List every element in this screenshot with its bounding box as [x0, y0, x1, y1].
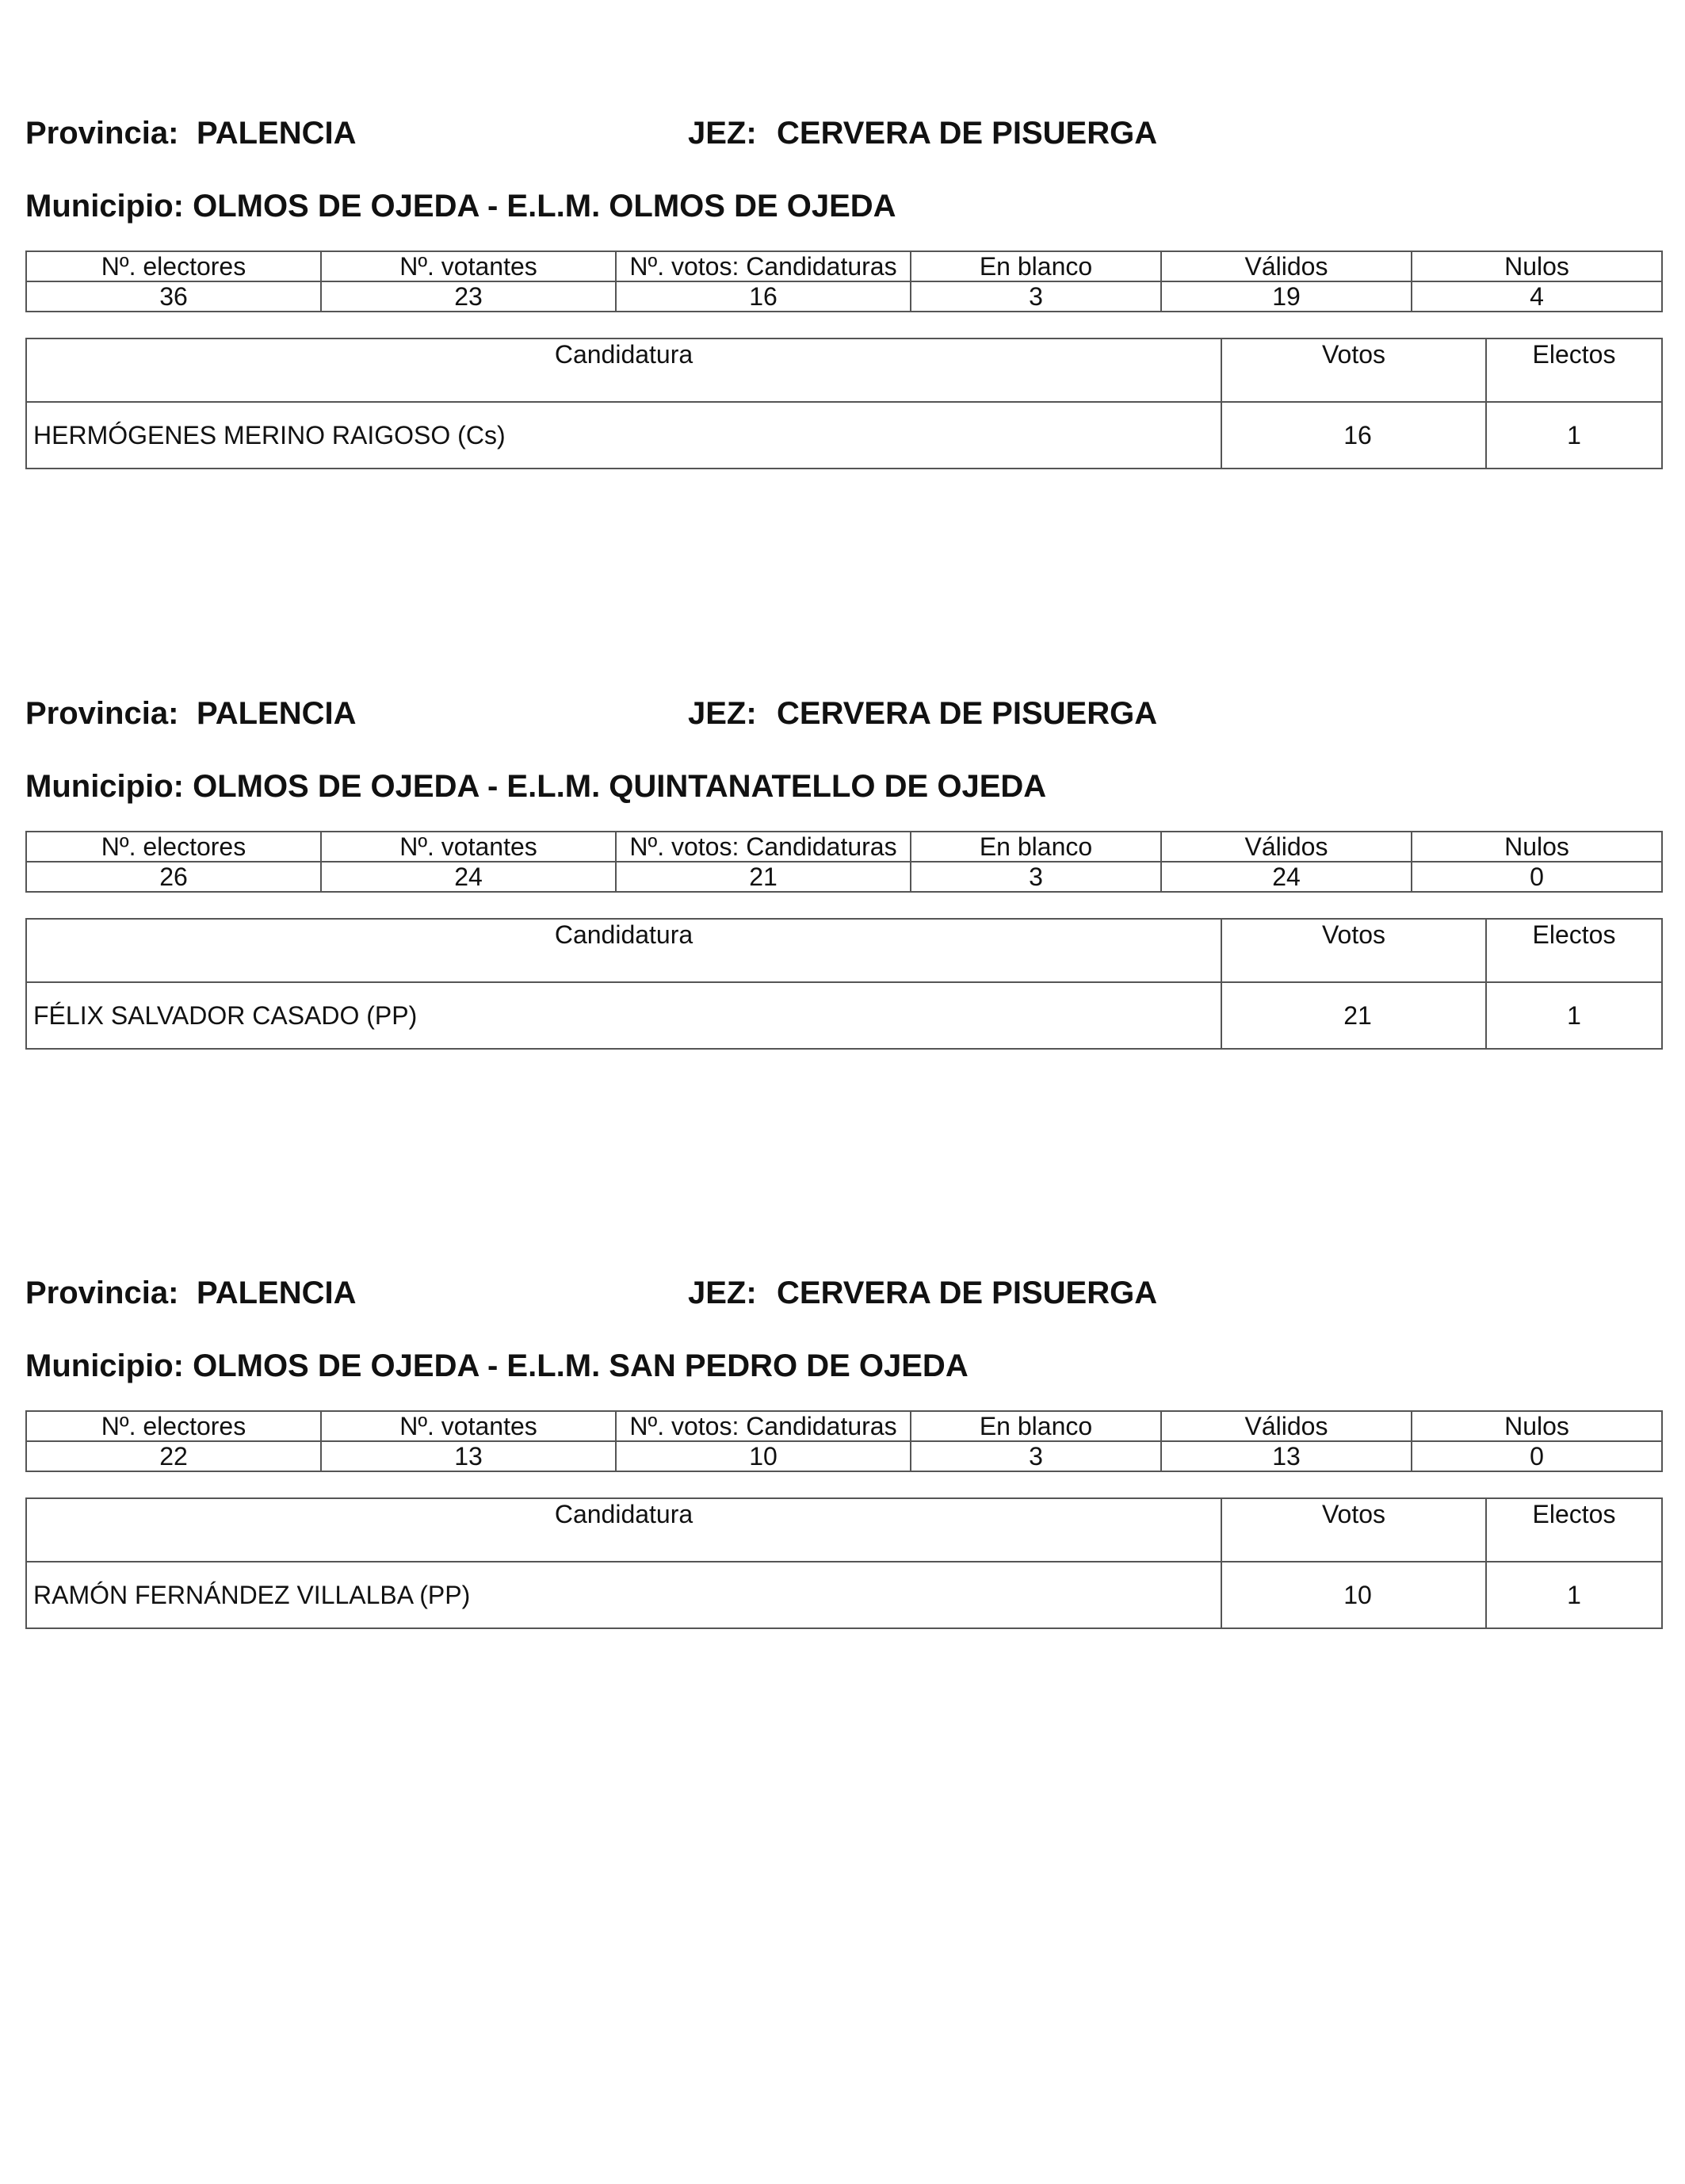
jez-label: JEZ: [688, 696, 757, 731]
candidates-table [25, 1497, 1663, 1629]
header-votos: Votos [1221, 1498, 1486, 1562]
value-votos-candidaturas: 10 [616, 1441, 911, 1471]
value-votantes: 23 [321, 281, 616, 312]
header-candidatura: Candidatura [26, 1498, 1221, 1562]
value-electores: 26 [26, 862, 321, 892]
header-electores: Nº. electores [26, 1411, 321, 1441]
candidate-name: RAMÓN FERNÁNDEZ VILLALBA (PP) [26, 1562, 1221, 1628]
provincia-value: PALENCIA [197, 116, 357, 151]
value-en-blanco: 3 [911, 281, 1161, 312]
provincia-value: PALENCIA [197, 1276, 357, 1310]
result-section-olmos [25, 114, 1661, 511]
header-electores: Nº. electores [26, 832, 321, 862]
value-validos: 13 [1161, 1441, 1412, 1471]
municipio-title: Municipio: OLMOS DE OJEDA - E.L.M. SAN PEDRO DE OJEDA [25, 1348, 969, 1383]
header-validos: Válidos [1161, 1411, 1412, 1441]
header-validos: Válidos [1161, 832, 1412, 862]
header-votos: Votos [1221, 919, 1486, 982]
result-section-quintanatello [25, 694, 1661, 1091]
candidate-electos: 1 [1486, 982, 1662, 1049]
candidates-table [25, 918, 1663, 1050]
value-electores: 22 [26, 1441, 321, 1471]
stats-value-row [26, 281, 1662, 312]
value-nulos: 0 [1412, 1441, 1662, 1471]
header-electos: Electos [1486, 1498, 1662, 1562]
value-votantes: 24 [321, 862, 616, 892]
candidates-header-row [26, 919, 1662, 982]
stats-table [25, 251, 1663, 312]
header-nulos: Nulos [1412, 832, 1662, 862]
stats-table [25, 1410, 1663, 1472]
stats-table [25, 831, 1663, 893]
header-en-blanco: En blanco [911, 251, 1161, 281]
municipio-title: Municipio: OLMOS DE OJEDA - E.L.M. OLMOS DE OJEDA [25, 189, 896, 224]
header-votos: Votos [1221, 339, 1486, 402]
provincia-value: PALENCIA [197, 696, 357, 731]
header-en-blanco: En blanco [911, 832, 1161, 862]
value-validos: 24 [1161, 862, 1412, 892]
header-votantes: Nº. votantes [321, 832, 616, 862]
header-votos-candidaturas: Nº. votos: Candidaturas [616, 832, 911, 862]
provincia-label: Provincia: [25, 696, 179, 731]
value-validos: 19 [1161, 281, 1412, 312]
header-candidatura: Candidatura [26, 339, 1221, 402]
jez-value: CERVERA DE PISUERGA [777, 1276, 1158, 1310]
candidate-votos: 10 [1221, 1562, 1486, 1628]
candidate-row [26, 402, 1662, 469]
value-votantes: 13 [321, 1441, 616, 1471]
candidates-header-row [26, 1498, 1662, 1562]
value-votos-candidaturas: 16 [616, 281, 911, 312]
value-en-blanco: 3 [911, 1441, 1161, 1471]
candidate-votos: 16 [1221, 402, 1486, 469]
header-votantes: Nº. votantes [321, 251, 616, 281]
stats-value-row [26, 862, 1662, 892]
jez-value: CERVERA DE PISUERGA [777, 116, 1158, 151]
jez-value: CERVERA DE PISUERGA [777, 696, 1158, 731]
value-nulos: 4 [1412, 281, 1662, 312]
header-votos-candidaturas: Nº. votos: Candidaturas [616, 251, 911, 281]
stats-value-row [26, 1441, 1662, 1471]
header-en-blanco: En blanco [911, 1411, 1161, 1441]
candidate-name: FÉLIX SALVADOR CASADO (PP) [26, 982, 1221, 1049]
candidate-row [26, 1562, 1662, 1628]
header-electores: Nº. electores [26, 251, 321, 281]
header-electos: Electos [1486, 919, 1662, 982]
header-validos: Válidos [1161, 251, 1412, 281]
stats-header-row [26, 832, 1662, 862]
header-nulos: Nulos [1412, 1411, 1662, 1441]
provincia-label: Provincia: [25, 1276, 179, 1310]
header-votos-candidaturas: Nº. votos: Candidaturas [616, 1411, 911, 1441]
candidate-electos: 1 [1486, 1562, 1662, 1628]
municipio-title: Municipio: OLMOS DE OJEDA - E.L.M. QUINTANATELLO DE OJEDA [25, 769, 1047, 804]
stats-header-row [26, 251, 1662, 281]
value-en-blanco: 3 [911, 862, 1161, 892]
candidate-electos: 1 [1486, 402, 1662, 469]
header-electos: Electos [1486, 339, 1662, 402]
candidate-row [26, 982, 1662, 1049]
header-votantes: Nº. votantes [321, 1411, 616, 1441]
value-electores: 36 [26, 281, 321, 312]
value-votos-candidaturas: 21 [616, 862, 911, 892]
candidates-header-row [26, 339, 1662, 402]
result-section-san-pedro [25, 1274, 1661, 1670]
jez-label: JEZ: [688, 1276, 757, 1310]
candidate-name: HERMÓGENES MERINO RAIGOSO (Cs) [26, 402, 1221, 469]
value-nulos: 0 [1412, 862, 1662, 892]
candidate-votos: 21 [1221, 982, 1486, 1049]
header-candidatura: Candidatura [26, 919, 1221, 982]
provincia-label: Provincia: [25, 116, 179, 151]
jez-label: JEZ: [688, 116, 757, 151]
stats-header-row [26, 1411, 1662, 1441]
candidates-table [25, 338, 1663, 469]
header-nulos: Nulos [1412, 251, 1662, 281]
